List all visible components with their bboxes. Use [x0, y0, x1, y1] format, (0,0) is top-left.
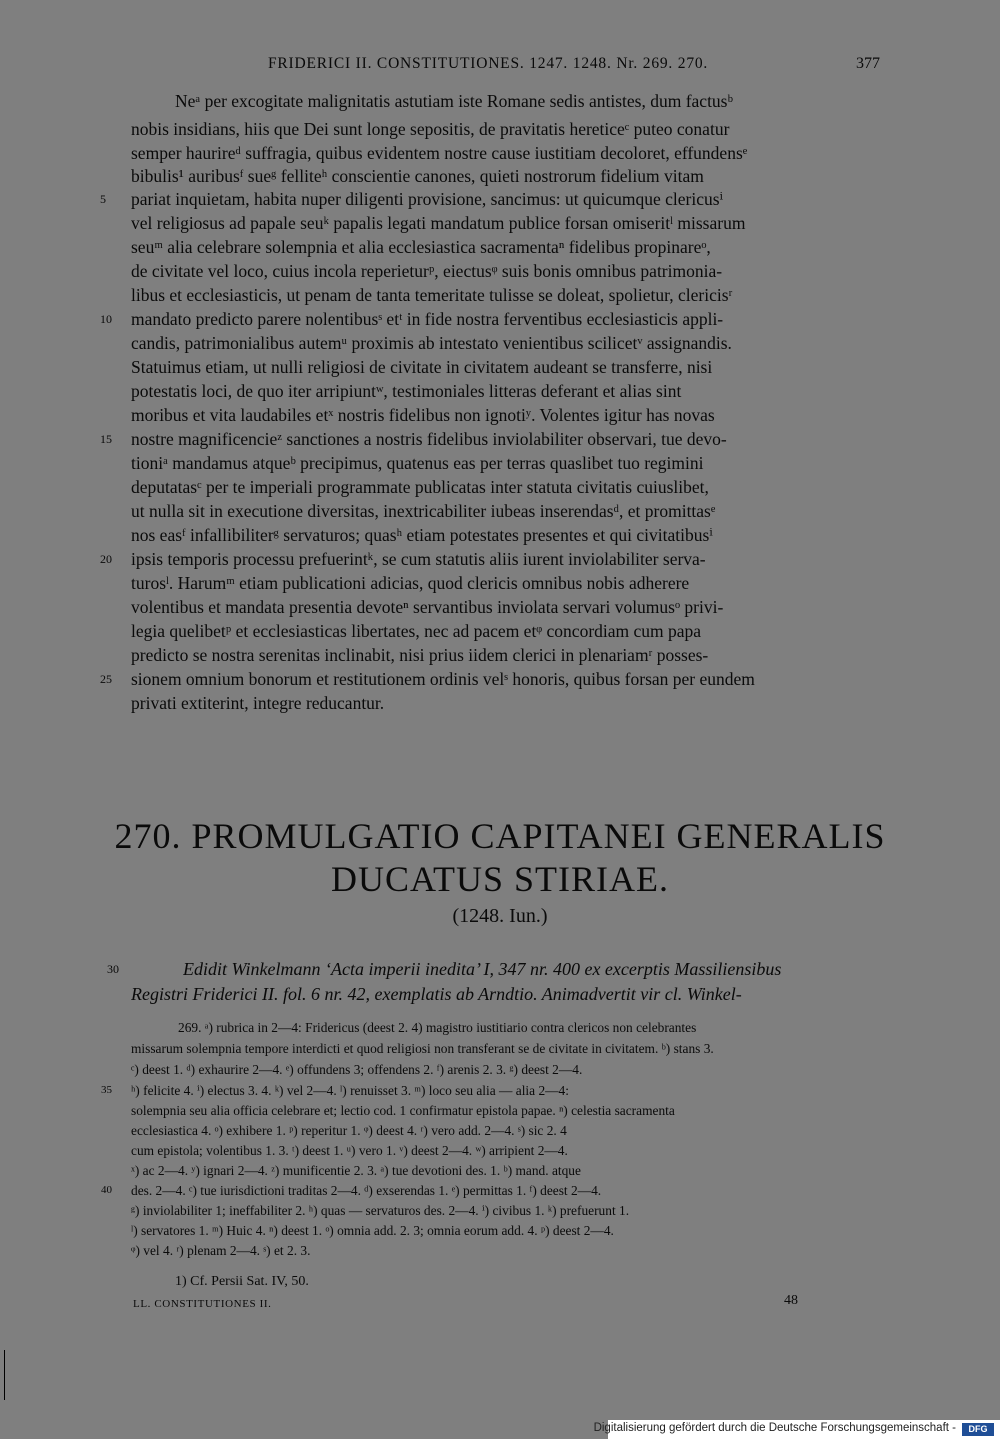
- apparatus-line: des. 2—4. ᶜ) tue iurisdictioni traditas 2—4. ᵈ) exserendas 1. ᵉ) permittas 1. ᶠ) deest 2—4.: [131, 1183, 602, 1198]
- document-title-continued: DUCATUS STIRIAE.: [330, 859, 669, 899]
- body-line: turosˡ. Harumᵐ etiam publicationi adicias, quod clericis omnibus nobis adherere: [131, 573, 690, 593]
- apparatus-line: cum epistola; volentibus 1. 3. ᵗ) deest 1. ᵘ) vero 1. ᵛ) deest 2—4. ʷ) arripient 2—4.: [131, 1143, 568, 1158]
- apparatus-line: ᶜ) deest 1. ᵈ) exhaurire 2—4. ᵉ) offundens 3; offendens 2. ᶠ) arenis 2. 3. ᵍ) deest 2—4.: [131, 1062, 583, 1077]
- body-line: libus et ecclesiasticis, ut penam de tanta temeritate tulisse se doleat, spolietur, clericisʳ: [131, 285, 733, 305]
- document-date: (1248. Iun.): [452, 905, 548, 927]
- body-line: deputatasᶜ per te imperiali programmate publicatas inter statuta civitatis cuiuslibet,: [131, 477, 709, 497]
- body-line: bibulis¹ auribusᶠ sueᵍ felliteʰ conscientie canones, quieti nostrorum fidelium vitam: [131, 166, 704, 186]
- line-number: 25: [100, 672, 112, 686]
- apparatus-line: ᵠ) vel 4. ʳ) plenam 2—4. ˢ) et 2. 3.: [131, 1243, 311, 1258]
- body-line: ut nulla sit in executione diversitas, inextricabiliter iubeas inserendasᵈ, et promittasᵉ: [131, 501, 716, 521]
- scan-edge-mark: [4, 1350, 5, 1400]
- apparatus-line: ᵍ) inviolabiliter 1; ineffabiliter 2. ʰ) quas — servaturos des. 2—4. ⁱ) civibus 1. ᵏ) prefuerunt 1.: [131, 1203, 630, 1218]
- body-line: vel religiosus ad papale seuᵏ papalis legati mandatum publice forsan omiseritˡ missarum: [131, 213, 746, 233]
- sheet-number: 48: [784, 1293, 798, 1308]
- page-number: 377: [856, 55, 880, 72]
- body-line: nobis insidians, hiis que Dei sunt longe sepositis, de pravitatis hereticeᶜ puteo conatur: [131, 119, 730, 139]
- line-number: 10: [100, 312, 112, 326]
- document-title: 270. PROMULGATIO CAPITANEI GENERALIS: [114, 816, 886, 856]
- body-line: nostre magnificencieᶻ sanctiones a nostris fidelibus inviolabiliter observari, tue devo-: [131, 429, 727, 449]
- body-line: seuᵐ alia celebrare solempnia et alia ecclesiastica sacramentaⁿ fidelibus propinareᵒ,: [131, 237, 711, 257]
- body-line: semper haurireᵈ suffragia, quibus evidentem nostre cause iustitiam decoloret, effundensᵉ: [131, 143, 748, 163]
- body-line: volentibus et mandata presentia devoteⁿ servantibus inviolata servari volumusᵒ privi-: [131, 597, 724, 617]
- line-number: 5: [100, 192, 106, 206]
- dfg-credit-text: Digitalisierung gefördert durch die Deutsche Forschungsgemeinschaft -: [593, 1422, 956, 1434]
- body-line: privati extiterint, integre reducantur.: [131, 693, 385, 713]
- body-line: sionem omnium bonorum et restitutionem ordinis velˢ honoris, quibus forsan per eundem: [131, 669, 755, 689]
- apparatus-line: solempnia seu alia officia celebrare et; lectio cod. 1 confirmatur epistola papae. ⁿ) celestia sacramenta: [131, 1103, 675, 1118]
- running-title: FRIDERICI II. CONSTITUTIONES. 1247. 1248. Nr. 269. 270.: [268, 55, 709, 72]
- body-line: tioniᵃ mandamus atqueᵇ precipimus, quatenus eas per terras quaslibet tuo regimini: [131, 453, 704, 473]
- body-line: pariat inquietam, habita nuper diligenti provisione, sancimus: ut quicumque clericusⁱ: [131, 189, 724, 209]
- apparatus-line: ʰ) felicite 4. ⁱ) electus 3. 4. ᵏ) vel 2—4. ˡ) renuisset 3. ᵐ) loco seu alia — alia 2—4:: [131, 1083, 569, 1098]
- body-line: de civitate vel loco, cuius incola reperieturᵖ, eiectusᵠ suis bonis omnibus patrimonia-: [131, 261, 723, 281]
- line-number: 30: [107, 962, 119, 976]
- body-line: nos easᶠ infallibiliterᵍ servaturos; quasʰ etiam potestates presentes et qui civitatibusⁱ: [131, 525, 713, 545]
- apparatus-line: ˡ) servatores 1. ᵐ) Huic 4. ⁿ) deest 1. ᵒ) omnia add. 2. 3; omnia eorum add. 4. ᵖ) deest 2—4.: [131, 1223, 614, 1238]
- body-line: Neᵃ per excogitate malignitatis astutiam iste Romane sedis antistes, dum factusᵇ: [175, 91, 733, 111]
- dfg-logo-icon: DFG: [962, 1423, 994, 1436]
- editorial-line: Edidit Winkelmann ‘Acta imperii inedita’ I, 347 nr. 400 ex excerptis Massiliensibus: [183, 959, 782, 979]
- line-number: 35: [101, 1084, 112, 1096]
- body-line: candis, patrimonialibus autemᵘ proximis ab intestato venientibus scilicetᵛ assignandis.: [131, 333, 732, 353]
- body-line: ipsis temporis processu prefuerintᵏ, se cum statutis aliis iurent inviolabiliter serva-: [131, 549, 706, 569]
- signature-mark: LL. CONSTITUTIONES II.: [133, 1298, 272, 1310]
- apparatus-line: 269. ᵃ) rubrica in 2—4: Fridericus (deest 2. 4) magistro iustitiario contra clericos non celebrantes: [178, 1020, 697, 1035]
- apparatus-line: ˣ) ac 2—4. ʸ) ignari 2—4. ᶻ) munificentie 2. 3. ᵃ) tue devotioni des. 1. ᵇ) mand. atque: [131, 1163, 581, 1178]
- body-line: legia quelibetᵖ et ecclesiasticas libertates, nec ad pacem etᵠ concordiam cum papa: [131, 621, 702, 641]
- line-number: 15: [100, 432, 112, 446]
- footnote: 1) Cf. Persii Sat. IV, 50.: [175, 1274, 309, 1289]
- body-line: Statuimus etiam, ut nulli religiosi de civitate in civitatem audeant se transferre, nisi: [131, 357, 713, 377]
- line-number: 20: [100, 552, 112, 566]
- body-line: predicto se nostra serenitas inclinabit, nisi prius iidem clerici in plenariamʳ posses-: [131, 645, 709, 665]
- apparatus-line: ecclesiastica 4. ᵒ) exhibere 1. ᵖ) reperitur 1. ᵠ) deest 4. ʳ) vero add. 2—4. ˢ) sic 2. 4: [131, 1123, 567, 1138]
- apparatus-line: missarum solempnia tempore interdicti et quod religiosi non transferant se de civitate in civitatem. ᵇ) stans 3.: [131, 1041, 714, 1056]
- body-line: moribus et vita laudabiles etˣ nostris fidelibus non ignotiʸ. Volentes igitur has novas: [131, 405, 715, 425]
- body-line: potestatis loci, de quo iter arripiuntʷ, testimoniales litteras deferant et alias sint: [131, 381, 682, 401]
- page-header: [0, 55, 1000, 79]
- line-number: 40: [101, 1184, 112, 1196]
- body-line: mandato predicto parere nolentibusˢ etᵗ in fide nostra ferventibus ecclesiasticis appli-: [131, 309, 724, 329]
- dfg-credit-bar: [593, 1420, 1000, 1439]
- editorial-line: Registri Friderici II. fol. 6 nr. 42, exemplatis ab Arndtio. Animadvertit vir cl. Winkel-: [131, 984, 742, 1004]
